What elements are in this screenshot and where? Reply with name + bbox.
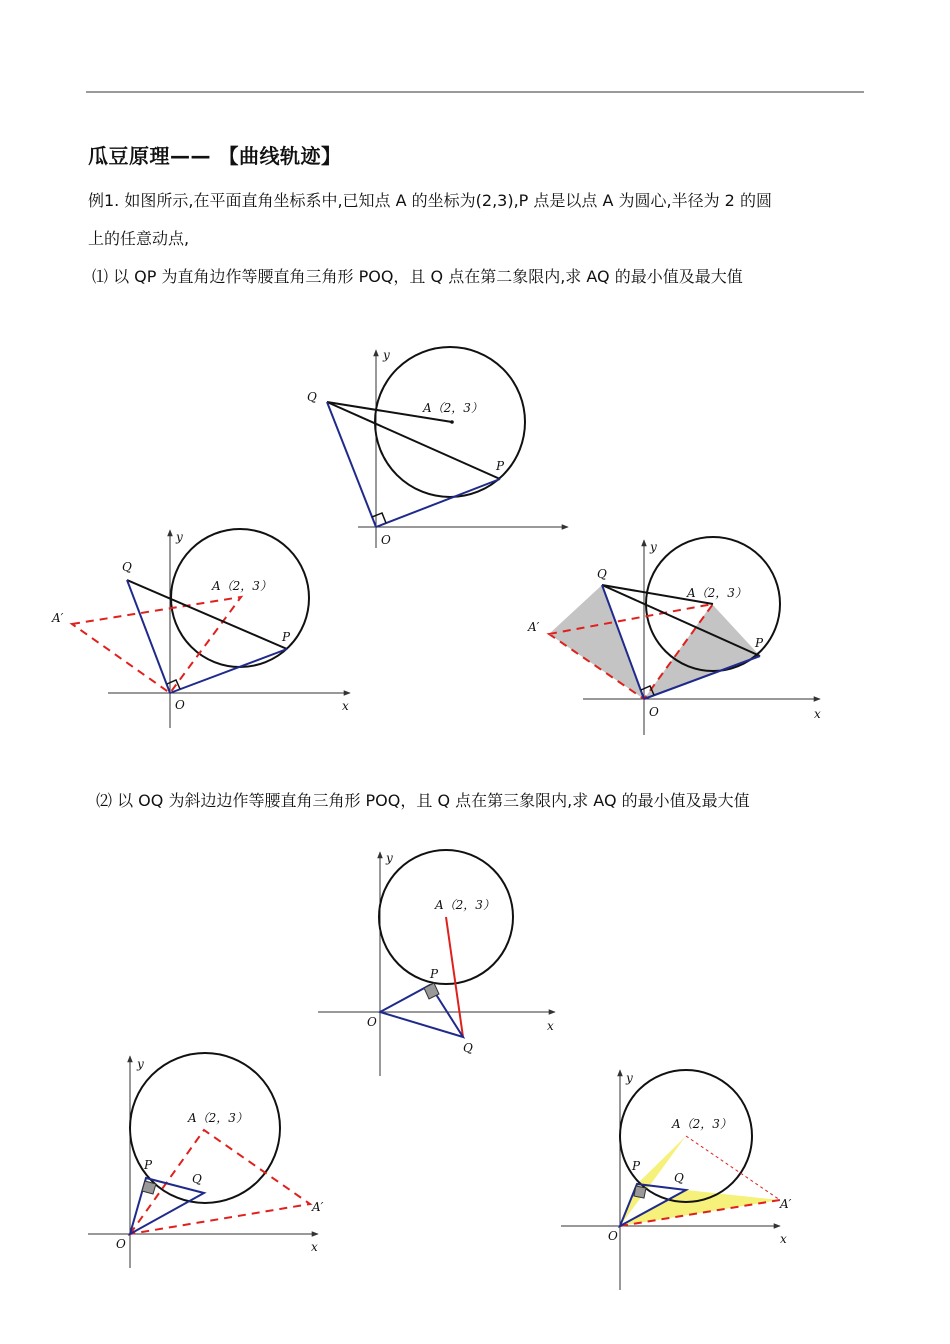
p-label: P [430, 967, 439, 981]
triangle-poq [380, 985, 463, 1037]
segment-aa-prime [686, 1136, 780, 1200]
q-label: Q [597, 567, 607, 581]
figure-4 [318, 850, 555, 1076]
p-label: P [144, 1158, 153, 1172]
x-label: x [547, 1019, 554, 1033]
a-prime-label: A′ [312, 1200, 324, 1214]
page-title: 瓜豆原理—— 【曲线轨迹】 [88, 144, 342, 168]
a-label: A（2，3） [687, 586, 747, 600]
o-label: O [381, 533, 391, 547]
segment-op [376, 479, 500, 527]
y-label: y [383, 348, 390, 362]
example-line-2: 上的任意动点, [88, 229, 190, 248]
figure-3 [527, 537, 821, 735]
o-label: O [649, 705, 659, 719]
x-label: x [311, 1240, 318, 1254]
q-label: Q [307, 390, 317, 404]
p-label: P [496, 459, 505, 473]
part-1-question: ⑴ 以 QP 为直角边作等腰直角三角形 POQ，且 Q 点在第二象限内,求 AQ 的最小值及最大值 [92, 267, 743, 286]
right-angle-mark [634, 1186, 646, 1198]
right-angle-mark [142, 1181, 156, 1194]
a-label: A（2，3） [435, 898, 495, 912]
segment-op [170, 649, 287, 693]
q-label: Q [122, 560, 132, 574]
o-label: O [608, 1229, 618, 1243]
figure-1 [307, 347, 568, 548]
a-label: A（2，3） [672, 1117, 732, 1131]
a-label: A（2，3） [423, 401, 483, 415]
p-label: P [282, 630, 291, 644]
example-line-1: 例1. 如图所示,在平面直角坐标系中,已知点 A 的坐标为(2,3),P 点是以点 A 为圆心,半径为 2 的圆 [88, 191, 772, 210]
y-label: y [137, 1057, 144, 1071]
q-label: Q [463, 1041, 473, 1055]
p-label: P [632, 1159, 641, 1173]
figure-6 [561, 1070, 792, 1290]
a-prime-label: A′ [52, 611, 64, 625]
shaded-region-left [549, 585, 644, 699]
y-label: y [386, 851, 393, 865]
o-label: O [175, 698, 185, 712]
a-label: A（2，3） [212, 579, 272, 593]
y-label: y [176, 530, 183, 544]
a-label: A（2，3） [188, 1111, 248, 1125]
figure-2 [51, 529, 350, 728]
triangle-poq [130, 1178, 204, 1234]
y-label: y [650, 540, 657, 554]
o-label: O [367, 1015, 377, 1029]
segment-qo [127, 580, 170, 693]
p-label: P [755, 636, 764, 650]
part-2-question: ⑵ 以 OQ 为斜边边作等腰直角三角形 POQ，且 Q 点在第三象限内,求 AQ 的最小值及最大值 [96, 791, 750, 810]
figure-5 [88, 1053, 324, 1268]
a-prime-label: A′ [780, 1197, 792, 1211]
segment-aq [446, 917, 463, 1037]
x-label: x [814, 707, 821, 721]
point-a [450, 420, 454, 424]
a-prime-label: A′ [528, 620, 540, 634]
o-label: O [116, 1237, 126, 1251]
q-label: Q [674, 1171, 684, 1185]
triangle-a-prime [72, 597, 241, 693]
x-label: x [342, 699, 349, 713]
y-label: y [626, 1071, 633, 1085]
x-label: x [780, 1232, 787, 1246]
q-label: Q [192, 1172, 202, 1186]
